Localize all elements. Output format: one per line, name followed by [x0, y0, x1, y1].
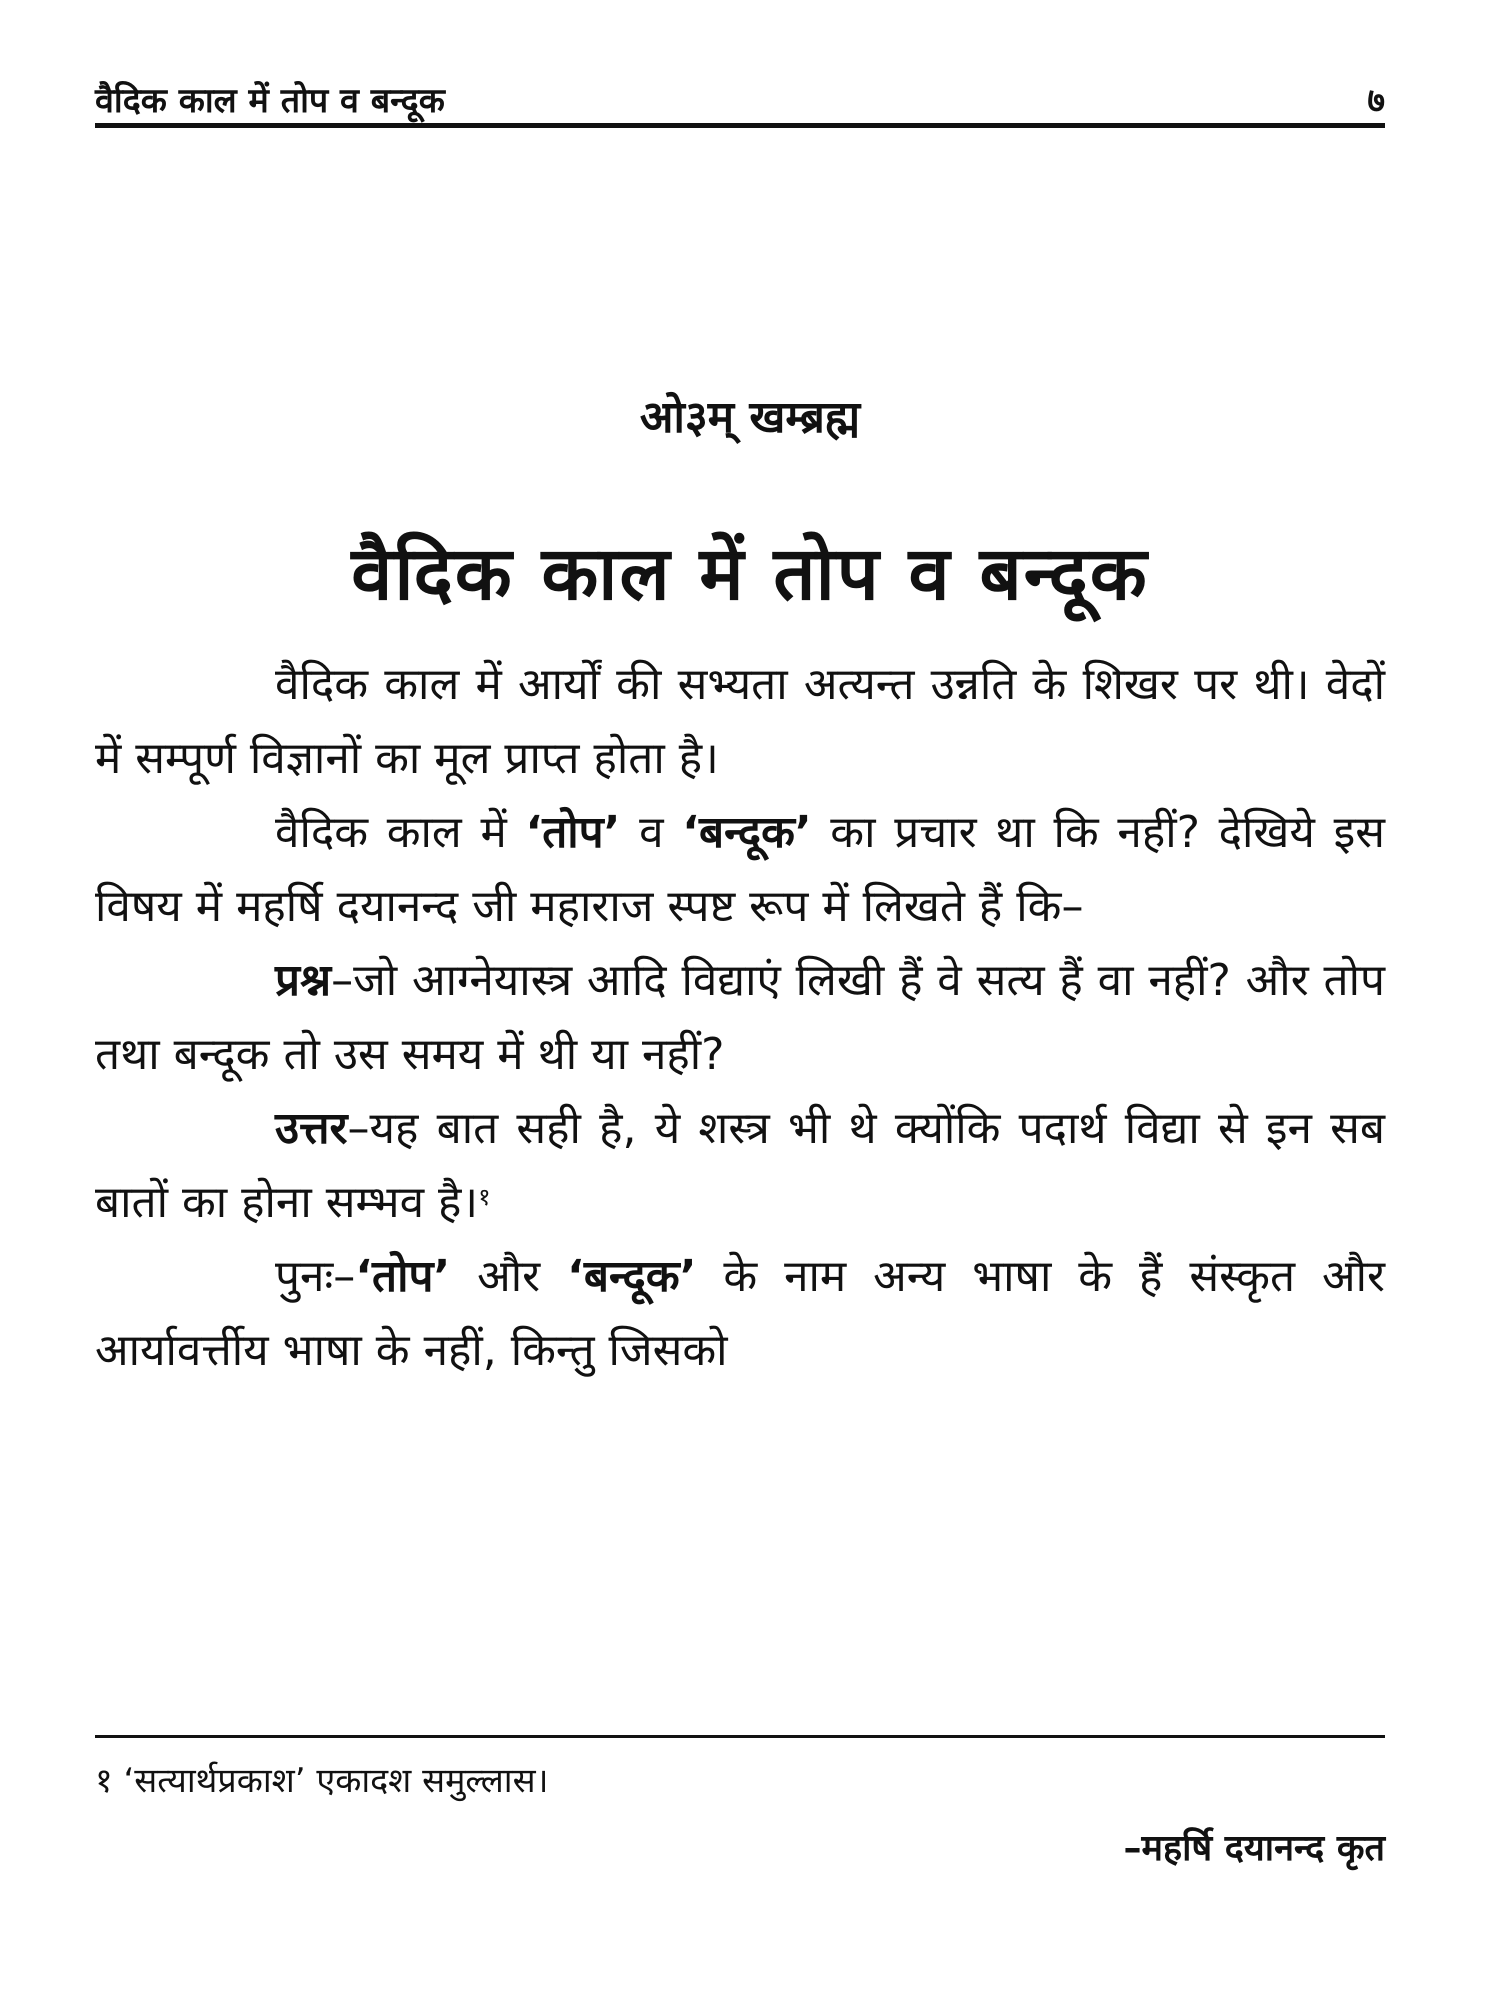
question-label: प्रश्न: [275, 955, 332, 1006]
p5-top-term: ‘तोप’: [355, 1251, 451, 1302]
p2-banduk-term: ‘बन्दूक’: [682, 807, 812, 858]
p5-text-c: के नाम अन्य भाषा के हैं संस्कृत और आर्यावर्त्तीय भाषा के नहीं, किन्तु जिसको: [95, 1251, 1385, 1376]
p5-text-b: और: [450, 1251, 568, 1302]
invocation: ओ३म् खम्ब्रह्म: [639, 392, 861, 443]
p2-text-b: व: [620, 807, 683, 858]
p5-banduk-term: ‘बन्दूक’: [567, 1251, 697, 1302]
p2-text-a: वैदिक काल में: [275, 807, 526, 858]
running-title: वैदिक काल में तोप व बन्दूक: [95, 81, 445, 121]
paragraph-question: [95, 944, 1385, 1092]
running-header: [95, 62, 1385, 122]
footnote-ref: १: [478, 1183, 491, 1211]
p2-text-c: का प्रचार था कि नहीं? देखिये इस विषय में महर्षि दयानन्द जी महाराज स्पष्ट रूप में लिखते हैं कि–: [95, 807, 1385, 932]
header-rule: [95, 123, 1385, 128]
footnote: [95, 1758, 1385, 1804]
page-number: ७: [1367, 81, 1385, 121]
footnote-rule: [95, 1735, 1385, 1738]
question-text: –जो आग्नेयास्त्र आदि विद्याएं लिखी हैं वे सत्य हैं वा नहीं? और तोप तथा बन्दूक तो उस समय में थी या नहीं?: [95, 955, 1385, 1080]
answer-text: –यह बात सही है, ये शस्त्र भी थे क्योंकि पदार्थ विद्या से इन सब बातों का होना सम्भव है।: [95, 1103, 1385, 1228]
paragraph-answer: [95, 1092, 1385, 1240]
p2-top-term: ‘तोप’: [525, 807, 621, 858]
footnote-text: ‘सत्यार्थप्रकाश’ एकादश समुल्लास।: [123, 1761, 549, 1801]
paragraph-2: [95, 796, 1385, 944]
body-text: [95, 648, 1385, 1388]
page-title: वैदिक काल में तोप व बन्दूक: [351, 531, 1149, 617]
answer-label: उत्तर: [275, 1103, 348, 1154]
paragraph-1: वैदिक काल में आर्यों की सभ्यता अत्यन्त उन्नति के शिखर पर थी। वेदों में सम्पूर्ण विज्ञानों का मूल प्राप्त होता है।: [95, 659, 1385, 784]
footnote-marker: १: [95, 1761, 113, 1801]
attribution: –महर्षि दयानन्द कृत: [1123, 1828, 1385, 1869]
p5-text-a: पुनः–: [275, 1251, 356, 1302]
paragraph-5: [95, 1240, 1385, 1388]
